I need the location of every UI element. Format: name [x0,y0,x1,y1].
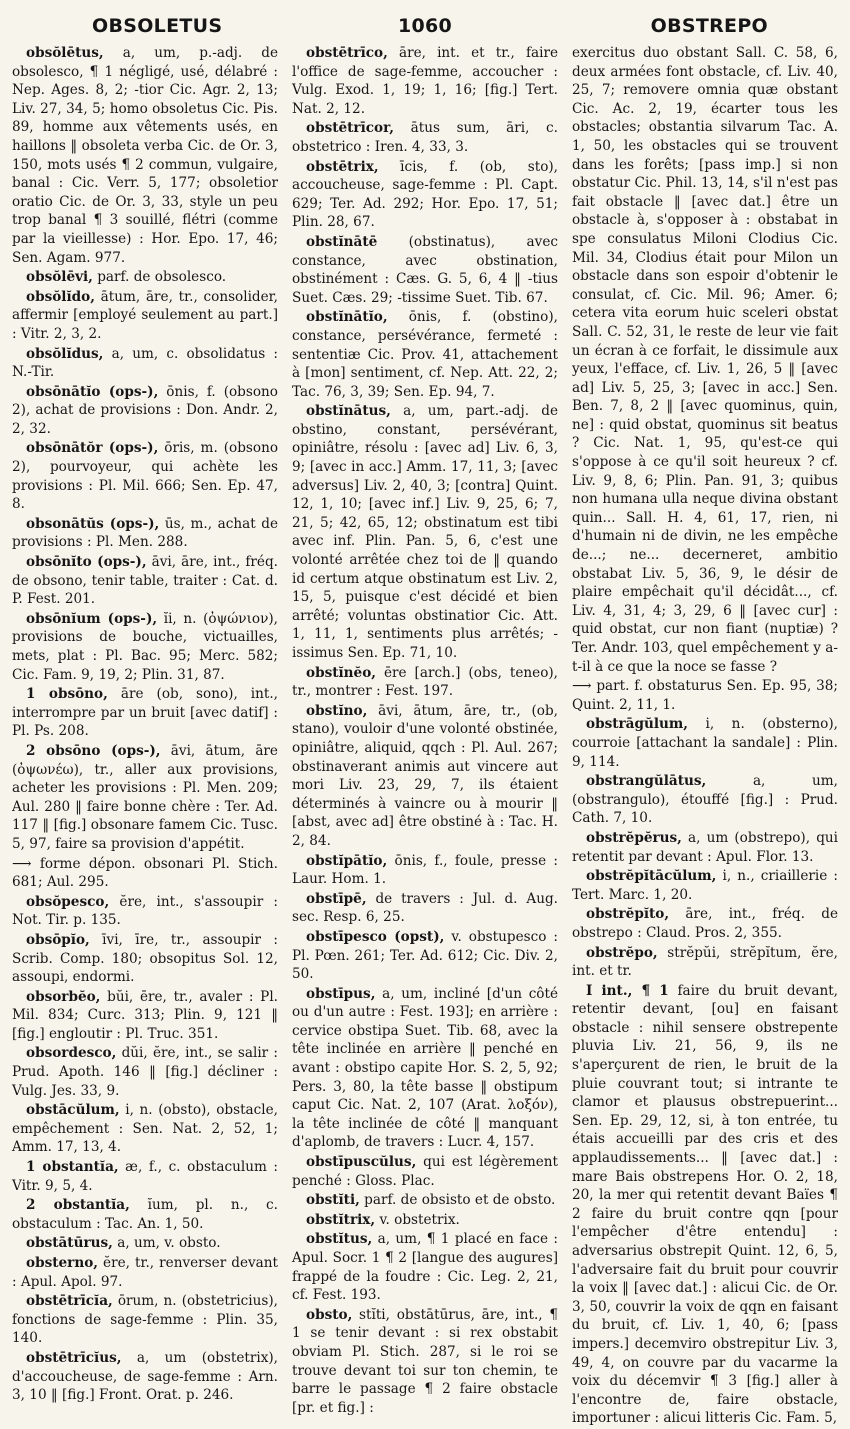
entry-definition: v. obstetrix. [375,1211,460,1228]
dictionary-entry [572,905,838,942]
entry-definition: ōris, m. (obsono 2), pourvoyeur, qui achète les provisions : Pl. Mil. 666; Sen. Ep. 47, 8. [12,440,279,513]
dictionary-entry [292,1191,558,1210]
page-header [12,8,838,44]
dictionary-entry [292,702,558,851]
dictionary-entry [572,44,838,676]
entry-headword: obstĭnĕo, [306,664,376,681]
dictionary-entry [12,439,278,513]
entry-definition: a, um, ¶ 1 placé en face : Apul. Socr. 1 ¶ 2 [langue des augures] frappé de la foudre : Cic. Leg. 2, 21, cf. Fest. 193. [292,1231,558,1304]
entry-headword: obstĭtus, [306,1231,373,1248]
entry-headword: obstĭnātĭo, [306,309,388,326]
entry-definition: āre, int., fréq. de obstrepo : Claud. Pros. 2, 355. [572,906,838,941]
entry-headword: obstĭpātĭo, [306,852,388,869]
dictionary-entry [292,890,558,927]
entry-headword: obsŏlēvi, [26,269,93,286]
entry-definition: a, um, incliné [d'un côté ou d'un autre : Fest. 193]; en arrière : cervice obstipa Suet. Tib. 68, avec la tête inclinée en arrière ‖ penché en avant : obstipo capite Hor. S. 2, 5, 92; Pers. 3, 80, la tête basse ‖ obstipum caput Cic. Nat. 2, 107 (Arat. λοξόν), la tête inclinée de côté ‖ manquant d'aplomb, de travers : Lucr. 4, 157. [292,985,558,1151]
entry-headword: obstācŭlum, [26,1102,120,1119]
entry-headword: obsordesco, [26,1045,117,1062]
dictionary-entry [12,1254,278,1291]
dictionary-entry [292,1230,558,1304]
entry-definition: āvi, āre, int., fréq. de obsono, tenir table, traiter : Cat. d. P. Fest. 201. [12,554,278,608]
entry-definition: ⟶ forme dépon. obsonari Pl. Stich. 681; Aul. 295. [12,855,278,891]
dictionary-entry [12,515,278,552]
dictionary-entry [12,1101,278,1157]
entry-definition: i, n. (obsterno), courroie [attachant la sandale] : Plin. 9, 114. [572,716,838,770]
entry-definition: ĭum, pl. n., c. obstaculum : Tac. An. 1, 50. [12,1197,278,1232]
entry-headword: obstĭnātus, [306,403,391,420]
entry-definition: a, um (obstetrix), d'accoucheuse, de sage-femme : Arn. 3, 10 ‖ [fig.] Front. Orat. p. 246. [12,1349,278,1404]
entry-definition: ĕre, tr., renverser devant : Apul. Apol. 97. [12,1255,278,1290]
entry-definition: a, um, part.-adj. de obstino, constant, persévérant, opiniâtre, résolu : [avec ad] Liv. 6, 3, 9; [avec in acc.] Amm. 17, 11, 3; [avec adversus] Liv. 2, 40, 3; [contra] Quint. 12, 1, 10; [avec inf.] Liv. 9, 25, 6; 7, 21, 5; 42, 65, 12; obstinatum est tibi avec inf. Plin. Pan. 5, 6, c'est une volonté arrêtée chez toi de ‖ quando id certum atque obstinatum est Liv. 2, 15, 5, puisque c'est décidé et bien arrêté; voluntas obstinatior Cic. Att. 1, 11, 1, sentiments plus arrêtés; -issimus Sen. Ep. 71, 10. [292,403,558,661]
dictionary-entry [12,1292,278,1348]
dictionary-entry [12,1196,278,1233]
entry-definition: de travers : Jul. d. Aug. sec. Resp. 6, 25. [292,890,558,926]
dictionary-entry [572,829,838,866]
dictionary-entry [572,982,838,1428]
entry-headword: obsŏpesco, [26,893,110,910]
entry-headword: 1 obsōno, [26,686,108,703]
entry-definition: ēre [arch.] (obs, teneo), tr., montrer : Fest. 197. [292,664,558,700]
entry-definition: parf. de obsolesco. [92,269,227,286]
entry-definition: ōnis, f. (obstino), constance, persévérance, fermeté : sententiæ Cic. Prov. 41, attachement à [mon] sentiment, cf. Nep. Att. 22, 2; Tac. 76, 3, 39; Sen. Ep. 94, 7. [292,309,558,400]
entry-definition: bŭi, ēre, tr., avaler : Pl. Mil. 834; Curc. 313; Plin. 9, 121 ‖ [fig.] engloutir : Pl. Truc. 351. [12,988,278,1042]
entry-headword: obsŏlĭdo, [26,288,95,305]
entry-headword: obstrĕpĕrus, [586,829,682,846]
entry-headword: obstētrīcĭus, [26,1349,122,1366]
entry-headword: 2 obstantĭa, [26,1197,130,1214]
dictionary-entry [12,1158,278,1195]
entry-definition: a, um, (obstrangulo), étouffé [fig.] : Prud. Cath. 7, 10. [572,773,838,827]
entry-headword: obstīpesco (opst), [306,928,445,945]
dictionary-entry [12,383,278,439]
entry-definition: ĕre, int., s'assoupir : Not. Tir. p. 135. [12,893,278,929]
column-right [572,44,838,1429]
entry-headword: obstētrix, [306,158,379,175]
entry-headword: obstĭti, [306,1192,360,1209]
dictionary-entry [572,715,838,771]
running-head-right: OBSTREPO [650,15,768,37]
entry-definition: āvi, ātum, āre (ὀψωνέω), tr., aller aux provisions, acheter les provisions : Pl. Men. 209; Aul. 280 ‖ faire bonne chère : Ter. Ad. 117 ‖ [fig.] obsonare famem Cic. Tusc. 5, 97, faire sa provision d'appétit. [12,742,278,852]
entry-headword: 2 obsōno (ops-), [26,742,161,759]
entry-definition: ōnis, f. (obsono 2), achat de provisions : Don. Andr. 2, 2, 32. [12,383,278,437]
dictionary-entry [12,1234,278,1253]
text-columns [12,44,838,1427]
dictionary-entry [292,1306,558,1418]
entry-headword: I int., ¶ 1 [586,982,669,999]
entry-definition: ātus sum, āri, c. obstetrico : Iren. 4, 33, 3. [292,120,558,155]
entry-headword: obsorbĕo, [26,988,101,1005]
entry-headword: obstīpus, [306,985,376,1002]
dictionary-entry [292,852,558,889]
entry-headword: obsōnĭum (ops-), [26,610,158,627]
dictionary-entry [12,553,278,609]
entry-definition: i, n. (obsto), obstacle, empêchement : Sen. Nat. 2, 52, 1; Amm. 17, 13, 4. [12,1102,278,1156]
entry-definition: a, um, v. obsto. [112,1235,221,1252]
entry-definition: ĭi, n. (ὀψώνιον), provisions de bouche, victuailles, mets, plat : Pl. Bac. 95; Merc. 582; Cic. Fam. 9, 19, 2; Plin. 31, 87. [12,610,278,683]
entry-definition: exercitus duo obstant Sall. C. 58, 6, deux armées font obstacle, cf. Liv. 40, 25, 7; removere omnia quæ obstant Cic. Ac. 2, 19, écarter tous les obstacles; obstantia silvarum Tac. A. 1, 50, les obstacles qui se trouvent dans les forêts; [pass imp.] si non obstatur Cic. Phil. 13, 14, s'il n'est pas fait obstacle ‖ [avec dat.] être un obstacle à, s'opposer à : obstabat in spe consulatus Miloni Clodius Cic. Mil. 34, Clodius était pour Milon un obstacle dans son espoir d'obtenir le consulat, cf. Cic. Mil. 96; Amer. 6; cetera vita eorum huic sceleri obstat Sall. C. 52, 31, le reste de leur vie fait un écran à ce forfait, le dissimule aux yeux, l'efface, cf. Liv. 1, 26, 5 ‖ [avec ad] Liv. 5, 25, 3; [avec in acc.] Sen. Ben. 7, 8, 2 ‖ [avec quominus, quin, ne] : quid obstat, quominus sit beatus ? Cic. Nat. 1, 95, qu'est-ce qui s'oppose à ce qu'il soit heureux ? cf. Liv. 9, 8, 6; Plin. Pan. 91, 3; quibus non humana ulla neque divina obstant quin... Sall. H. 4, 61, 17, rien, ni d'humain ni de divin, ne les empêche de...; ne... decerneret, ambitio obstabat Liv. 5, 36, 9, le désir de plaire empêchait qu'il décidât..., cf. Liv. 4, 31, 4; 3, 29, 6 ‖ [avec cur] : quid obstat, cur non fiant (nuptiæ) ? Ter. Andr. 103, quel empêchement y a-t-il à ce que la noce se fasse ? [572,45,838,675]
entry-definition: āre, int. et tr., faire l'office de sage-femme, accoucher : Vulg. Exod. 1, 19; 1, 16; [fig.] Tert. Nat. 2, 12. [292,45,558,117]
entry-definition: v. obstupesco : Pl. Pœn. 261; Ter. Ad. 612; Cic. Div. 2, 50. [292,928,558,983]
entry-definition: āvi, ātum, āre, tr., (ob, stano), vouloir d'une volonté obstinée, opiniâtre, aliquid, qqch : Pl. Aul. 267; obstinaverant animis aut vincere aut mori Liv. 23, 29, 7, ils étaient déterminés à vaincre ou à mourir ‖ [abst, avec ad] être obstiné à : Tac. H. 2, 84. [292,702,558,849]
entry-headword: obstĭnātē [306,233,378,250]
entry-definition: (obstinatus), avec constance, avec obstination, obstinément : Cæs. G. 5, 6, 4 ‖ -tius Suet. Cæs. 29; -tissime Suet. Tib. 67. [292,233,558,306]
entry-headword: obstĭtrix, [306,1211,376,1228]
entry-headword: obsōnātĭo (ops-), [26,383,159,400]
entry-headword: obsōnĭto (ops-), [26,554,147,571]
entry-headword: obstrĕpĭtācŭlum, [586,868,717,885]
dictionary-entry [292,1153,558,1190]
entry-definition: qui est légèrement penché : Gloss. Plac. [292,1154,558,1189]
entry-headword: obsonātŭs (ops-), [26,515,160,532]
dictionary-entry [292,928,558,984]
entry-headword: obsōnātŏr (ops-), [26,440,159,457]
entry-definition: ōrum, n. (obstetricius), fonctions de sage-femme : Plin. 35, 140. [12,1293,278,1347]
entry-definition: īcis, f. (ob, sto), accoucheuse, sage-femme : Pl. Capt. 629; Ter. Ad. 292; Hor. Epo. 17, 51; Plin. 28, 67. [292,158,558,231]
entry-definition: ūs, m., achat de provisions : Pl. Men. 288. [12,515,278,551]
dictionary-entry [572,677,838,714]
entry-headword: obstātūrus, [26,1235,113,1252]
entry-headword: obstrĕpĭto, [586,906,670,923]
entry-headword: obstrangŭlātus, [586,773,707,790]
entry-definition: parf. de obsisto et de obsto. [359,1192,556,1209]
entry-definition: a, um, p.-adj. de obsolesco, ¶ 1 négligé, usé, délabré : Nep. Ages. 8, 2; -tior Cic. Agr. 2, 13; Liv. 27, 34, 5; homo obsoletus Cic. Pis. 89, homme aux vêtements usés, en haillons ‖ obsoleta verba Cic. de Or. 3, 150, mots usés ¶ 2 commun, vulgaire, banal : Cic. Verr. 5, 177; obsoletior oratio Cic. de Or. 3, 33, style un peu trop banal ¶ 3 souillé, flétri (comme par la vieillesse) : Hor. Epo. 17, 46; Sen. Agam. 977. [12,45,278,266]
entry-definition: a, um, c. obsolidatus : N.-Tir. [12,345,278,381]
entry-definition: stĭti, obstātūrus, āre, int., ¶ 1 se tenir devant : si rex obstabit obviam Pl. Stich. 287, si le roi se trouve devant toi sur ton chemin, te barre le passage ¶ 2 faire obstacle [pr. et fig.] : [292,1306,558,1416]
entry-definition: dŭi, ĕre, int., se salir : Prud. Apoth. 146 ‖ [fig.] décliner : Vulg. Jes. 33, 9. [12,1045,278,1099]
entry-definition: ⟶ part. f. obstaturus Sen. Ep. 95, 38; Quint. 2, 11, 1. [572,678,838,713]
dictionary-entry [12,288,278,344]
dictionary-entry [292,985,558,1152]
entry-headword: obstīpuscŭlus, [306,1154,417,1171]
entry-definition: ōnis, f., foule, presse : Laur. Hom. 1. [292,852,558,888]
entry-headword: obsōpĭo, [26,931,90,948]
dictionary-entry [12,855,278,892]
dictionary-entry [292,664,558,701]
entry-headword: obstrāgŭlum, [586,716,689,733]
entry-headword: obstētrīcĭa, [26,1293,113,1310]
entry-definition: a, um (obstrepo), qui retentit par devant : Apul. Flor. 13. [572,829,838,865]
entry-definition: āre (ob, sono), int., interrompre par un bruit [avec datif] : Pl. Ps. 208. [12,686,278,740]
column-left [12,44,278,1429]
running-head-left: OBSOLETUS [92,15,223,37]
entry-headword: obsterno, [26,1255,98,1271]
dictionary-entry [292,1211,558,1230]
dictionary-entry [572,772,838,828]
dictionary-entry [292,119,558,156]
entry-definition: īvi, īre, tr., assoupir : Scrib. Comp. 180; obsopitus Sol. 12, assoupi, endormi. [12,931,278,986]
dictionary-entry [12,893,278,930]
page-number: 1060 [397,15,453,37]
dictionary-entry [292,233,558,307]
entry-headword: 1 obstantĭa, [26,1159,119,1176]
dictionary-entry [12,1044,278,1100]
dictionary-entry [12,268,278,287]
dictionary-entry [292,308,558,401]
entry-headword: obsŏlētus, [26,45,104,61]
dictionary-entry [12,685,278,741]
entry-definition: strĕpŭi, strĕpĭtum, ĕre, int. et tr. [572,944,838,980]
dictionary-entry [572,867,838,904]
entry-definition: ātum, āre, tr., consolider, affermir [employé seulement au part.] : Vitr. 2, 3, 2. [12,288,278,342]
entry-headword: obstētrīcor, [306,120,395,137]
entry-definition: æ, f., c. obstaculum : Vitr. 9, 5, 4. [12,1159,278,1194]
entry-definition: i, n., criaillerie : Tert. Marc. 1, 20. [572,868,838,903]
dictionary-entry [12,44,278,267]
entry-headword: obstĭno, [306,702,368,719]
dictionary-entry [12,742,278,854]
entry-headword: obstrĕpo, [586,944,658,961]
dictionary-entry [12,931,278,987]
entry-headword: obstīpē, [306,890,367,907]
dictionary-entry [12,1349,278,1405]
dictionary-entry [12,988,278,1044]
entry-headword: obsto, [306,1306,353,1323]
dictionary-entry [12,610,278,684]
column-middle [292,44,558,1429]
dictionary-entry [292,158,558,232]
dictionary-entry [292,402,558,662]
entry-definition: faire du bruit devant, retentir devant, [ou] en faisant obstacle : nihil sensere obstrepente pluvia Liv. 21, 56, 9, ils ne s'aperçurent de rien, le bruit de la pluie couvrant tout; si intrante te clamor et plausus obstrepuerint... Sen. Ep. 29, 12, si, à ton entrée, tu étais accueilli par des cris et des applaudissements... ‖ [avec dat.] : mare Bais obstrepens Hor. O. 2, 18, 20, la mer qui retentit devant Baïes ¶ 2 faire du bruit contre qqn [pour l'empêcher d'être entendu] : adversarius obstrepit Quint. 12, 6, 5, l'adversaire fait du bruit pour couvrir la voix ‖ [avec dat.] : alicui Cic. de Or. 3, 50, couvrir la voix de qqn en faisant du bruit, cf. Liv. 1, 40, 6; [pass impers.] decemviro obstrepitur Liv. 3, 49, 4, on couvre par du vacarme la voix du décemvir ¶ 3 [fig.] aller à l'encontre de, faire obstacle, importuner : alicui litteris Cic. Fam. 5, [572,982,838,1427]
entry-headword: obstētrīco, [306,45,388,61]
entry-headword: obsŏlĭdus, [26,345,104,362]
dictionary-entry [292,44,558,118]
dictionary-entry [12,345,278,382]
dictionary-entry [572,944,838,981]
